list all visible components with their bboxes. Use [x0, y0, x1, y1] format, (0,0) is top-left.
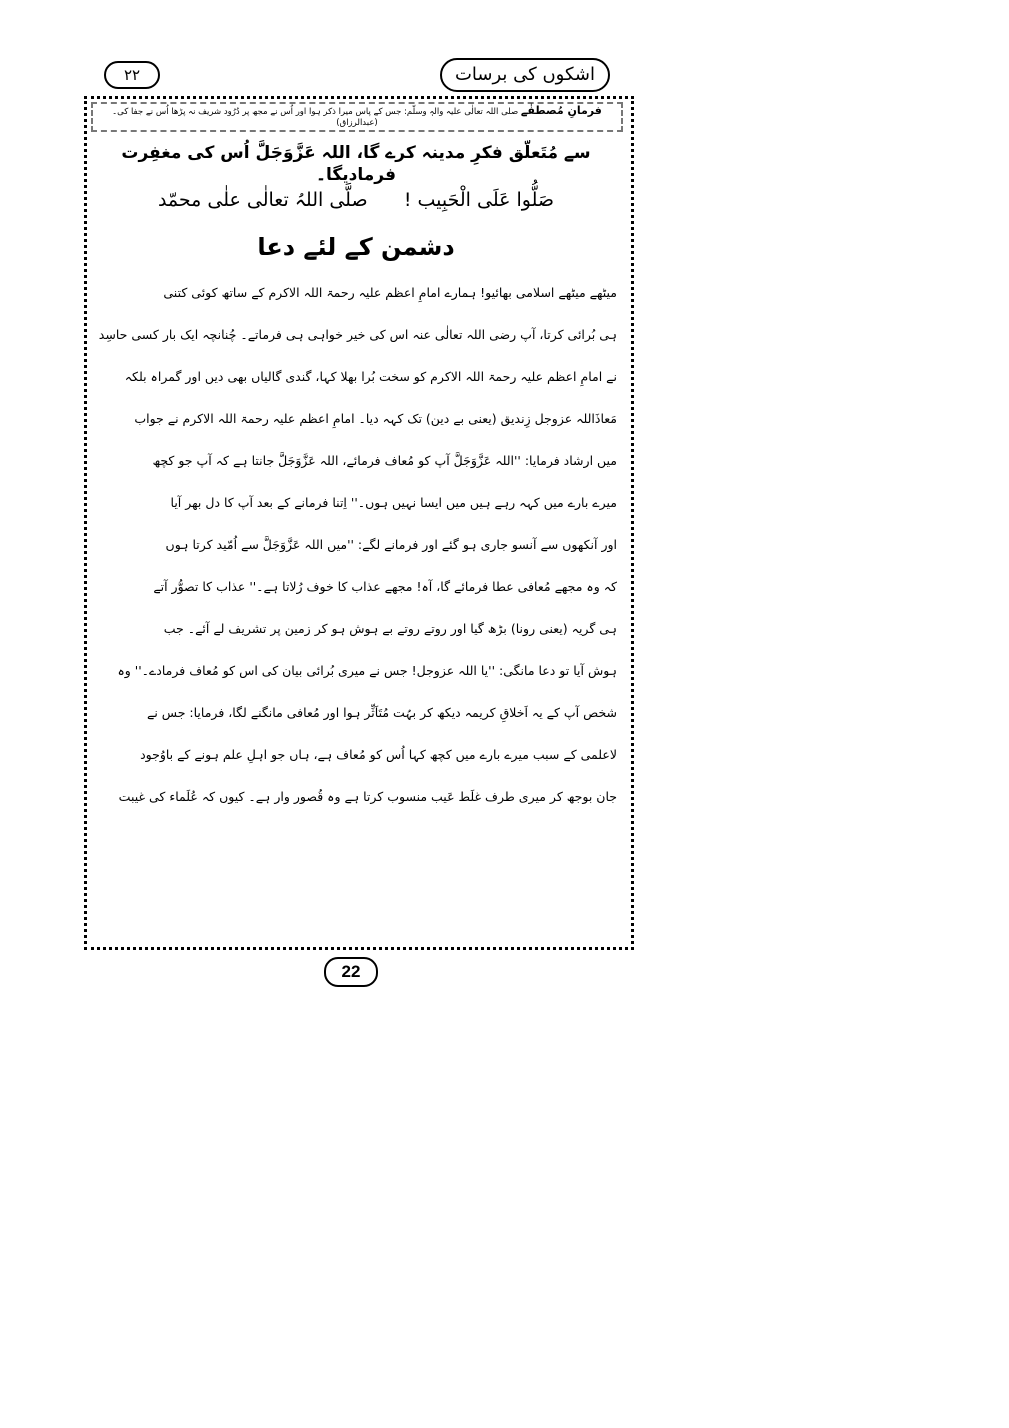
page-number: 22 [324, 957, 378, 987]
page-number-urdu: ٢٢ [104, 61, 160, 89]
body-line: میں ارشاد فرمایا: ''اللہ عَزَّوَجَلَّ آپ کو مُعاف فرمائے، اللہ عَزَّوَجَلَّ جانتا ہے کہ آپ جو کچھ [152, 453, 617, 468]
section-title: دشمن کے لئے دعا [257, 233, 455, 261]
farman-banner [91, 102, 623, 132]
body-line: میٹھے میٹھے اسلامی بھائیو! ہمارے امامِ اعظم علیہ رحمۃ اللہ الاکرم کے ساتھ کوئی کتنی [163, 285, 617, 300]
body-line: اور آنکھوں سے آنسو جاری ہو گئے اور فرمانے لگے: ''میں اللہ عَزَّوَجَلَّ سے اُمّید کرتا ہوں [165, 537, 617, 552]
body-line: جان بوجھ کر میری طرف غلَط عَیب منسوب کرتا ہے وہ قُصور وار ہے۔ کیوں کہ عُلَماء کی غیبت [118, 789, 617, 804]
body-line: مَعاذَاللہ عزوجل زِندیق (یعنی بے دین) تک کہہ دیا۔ امامِ اعظم علیہ رحمۃ اللہ الاکرم نے جواب [134, 411, 617, 426]
durood-line [95, 188, 617, 212]
durood-left: صَلُّوا عَلَی الْحَبِیب ! [403, 189, 555, 211]
body-line: ہی بُرائی کرتا، آپ رضی اللہ تعالٰی عنہ اس کی خیر خواہی ہی فرماتے۔ چُنانچہ ایک بار کسی حاسِد [98, 327, 617, 342]
body-line: میرے بارے میں کہہ رہے ہیں میں ایسا نہیں ہوں۔'' اِتنا فرمانے کے بعد آپ کا دل بھر آیا [170, 495, 617, 510]
body-line: ہی گریہ (یعنی رونا) بڑھ گیا اور روتے روتے بے ہوش ہو کر زمین پر تشریف لے آئے۔ جب [163, 621, 617, 636]
farman-label: فرمانِ مُصطفٰے [520, 104, 602, 117]
body-line: شخص آپ کے یہ اَخلاقِ کریمہ دیکھ کر بہُت مُتَاَثِّر ہوا اور مُعافی مانگنے لگا، فرمایا: جس نے [147, 705, 617, 720]
book-title: اشکوں کی برسات [440, 58, 610, 92]
body-line: کہ وہ مجھے مُعافی عطا فرمائے گا، آہ! مجھے عذاب کا خوف رُلاتا ہے۔'' عذاب کا تصوُّر آتے [153, 579, 617, 594]
durood-right: صلَّی اللہُ تعالٰی علٰی محمّد [157, 189, 368, 211]
body-line: ہوش آیا تو دعا مانگی: ''یا اللہ عزوجل! جس نے میری بُرائی بیان کی اس کو مُعاف فرمادے۔'' وہ [117, 663, 617, 678]
intro-line: سے مُتَعلّق فکرِ مدینہ کرے گا، اللہ عَزَّوَجَلَّ اُس کی مغفِرت فرمادیگا۔ [121, 143, 591, 185]
body-line: لاعلمی کے سبب میرے بارے میں کچھ کہا اُس کو مُعاف ہے، ہاں جو اہلِ علم ہونے کے باوُجود [140, 747, 617, 762]
body-line: نے امامِ اعظم علیہ رحمۃ اللہ الاکرم کو سخت بُرا بھلا کہا، گندی گالیاں بھی دیں اور گمراہ بلکہ [124, 369, 617, 384]
farman-text: صلی اللہ تعالٰی علیہ والہٖ وسلّم: جس کے پاس میرا ذکر ہوا اور اُس نے مجھ پر دُرُود شریف نہ پڑھا اُس نے جفا کی۔ (عبدالرزاق) [112, 107, 519, 128]
page-border [84, 96, 634, 950]
